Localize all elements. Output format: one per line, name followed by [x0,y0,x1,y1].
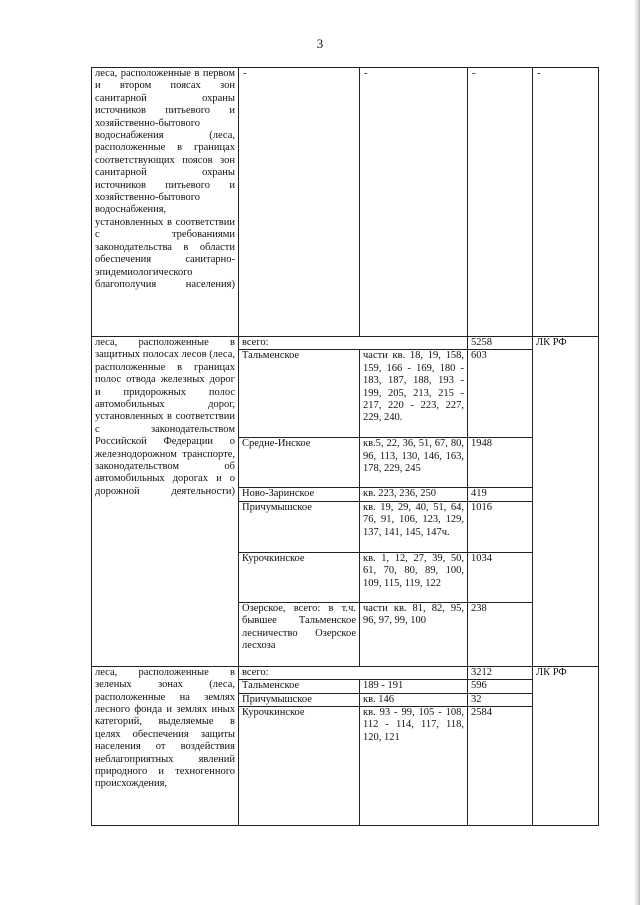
forest-blocks: кв. 1, 12, 27, 39, 50, 61, 70, 80, 89, 100, 109, 115, 119, 122 [360,552,468,602]
forest-blocks: кв.5, 22, 36, 51, 67, 80, 96, 113, 130, 146, 163, 178, 229, 245 [360,438,468,488]
category-description: леса, расположенные в зеленых зонах (леса, расположенные на землях лесного фонда и землях иных категорий, выделяемые в целях обеспечения защиты населения от воздействия неблагоприятных явлений природного и техногенного происхождения, [92,666,239,825]
forest-area: 1016 [468,501,533,552]
forest-blocks: части кв. 18, 19, 158, 159, 166 - 169, 180 - 183, 187, 188, 193 - 199, 205, 213, 215 - 217, 220 - 223, 227, 229, 240. [360,350,468,438]
forest-area: 596 [468,680,533,693]
total-area: 5258 [468,337,533,350]
total-label: всего: [239,337,468,350]
forest-area: 2584 [468,707,533,826]
forest-area: 603 [468,350,533,438]
category-description: леса, расположенные в защитных полосах лесов (леса, расположенные в границах полос отвода железных дорог и придорожных полос автомобильных дорог, установленных в соответствии с законодательством Российской Федерации о железнодорожном транспорте, законодательством об автомобильных дорогах и о дорожной деятельности) [92,337,239,667]
forestry-name: Средне-Инское [239,438,360,488]
area-cell: - [468,68,533,337]
legal-basis: ЛК РФ [533,666,599,825]
forest-area: 1034 [468,552,533,602]
forestry-name: Озерское, всего: в т.ч. бывшее Тальменское лесничество Озерское лесхоза [239,602,360,666]
forest-blocks: части кв. 81, 82, 95, 96, 97, 99, 100 [360,602,468,666]
basis-cell: - [533,68,599,337]
forest-blocks: 189 - 191 [360,680,468,693]
forest-area: 1948 [468,438,533,488]
forestry-name: Тальменское [239,350,360,438]
forest-area: 32 [468,693,533,706]
forest-categories-table [91,67,599,826]
category-description: леса, расположенные в первом и втором поясах зон санитарной охраны источников питьевого и хозяйственно-бытового водоснабжения (леса, расположенные в границах соответствующих поясов зон санитарной охраны источников питьевого и хозяйственно-бытового водоснабжения, установленных в соответствии с требованиями законодательства в области обеспечения санитарно-эпидемиологического благополучия населения) [92,68,239,337]
table-row [92,68,599,337]
forestry-name: Ново-Заринское [239,488,360,501]
table-row [92,337,599,350]
forest-blocks: кв. 19, 29, 40, 51, 64, 76, 91, 106, 123, 129, 137, 141, 145, 147ч. [360,501,468,552]
legal-basis: ЛК РФ [533,337,599,667]
forestry-name: Причумышское [239,693,360,706]
forest-blocks: кв. 146 [360,693,468,706]
table-row [92,666,599,679]
blocks-cell: - [360,68,468,337]
page-number: 3 [316,36,324,51]
forest-blocks: кв. 223, 236, 250 [360,488,468,501]
forestry-name: Причумышское [239,501,360,552]
forestry-cell: - [239,68,360,337]
total-area: 3212 [468,666,533,679]
scan-edge [634,0,640,905]
forestry-name: Курочкинское [239,552,360,602]
forestry-name: Курочкинское [239,707,360,826]
total-label: всего: [239,666,468,679]
forest-blocks: кв. 93 - 99, 105 - 108, 112 - 114, 117, 118, 120, 121 [360,707,468,826]
forest-area: 419 [468,488,533,501]
forestry-name: Тальменское [239,680,360,693]
forest-area: 238 [468,602,533,666]
